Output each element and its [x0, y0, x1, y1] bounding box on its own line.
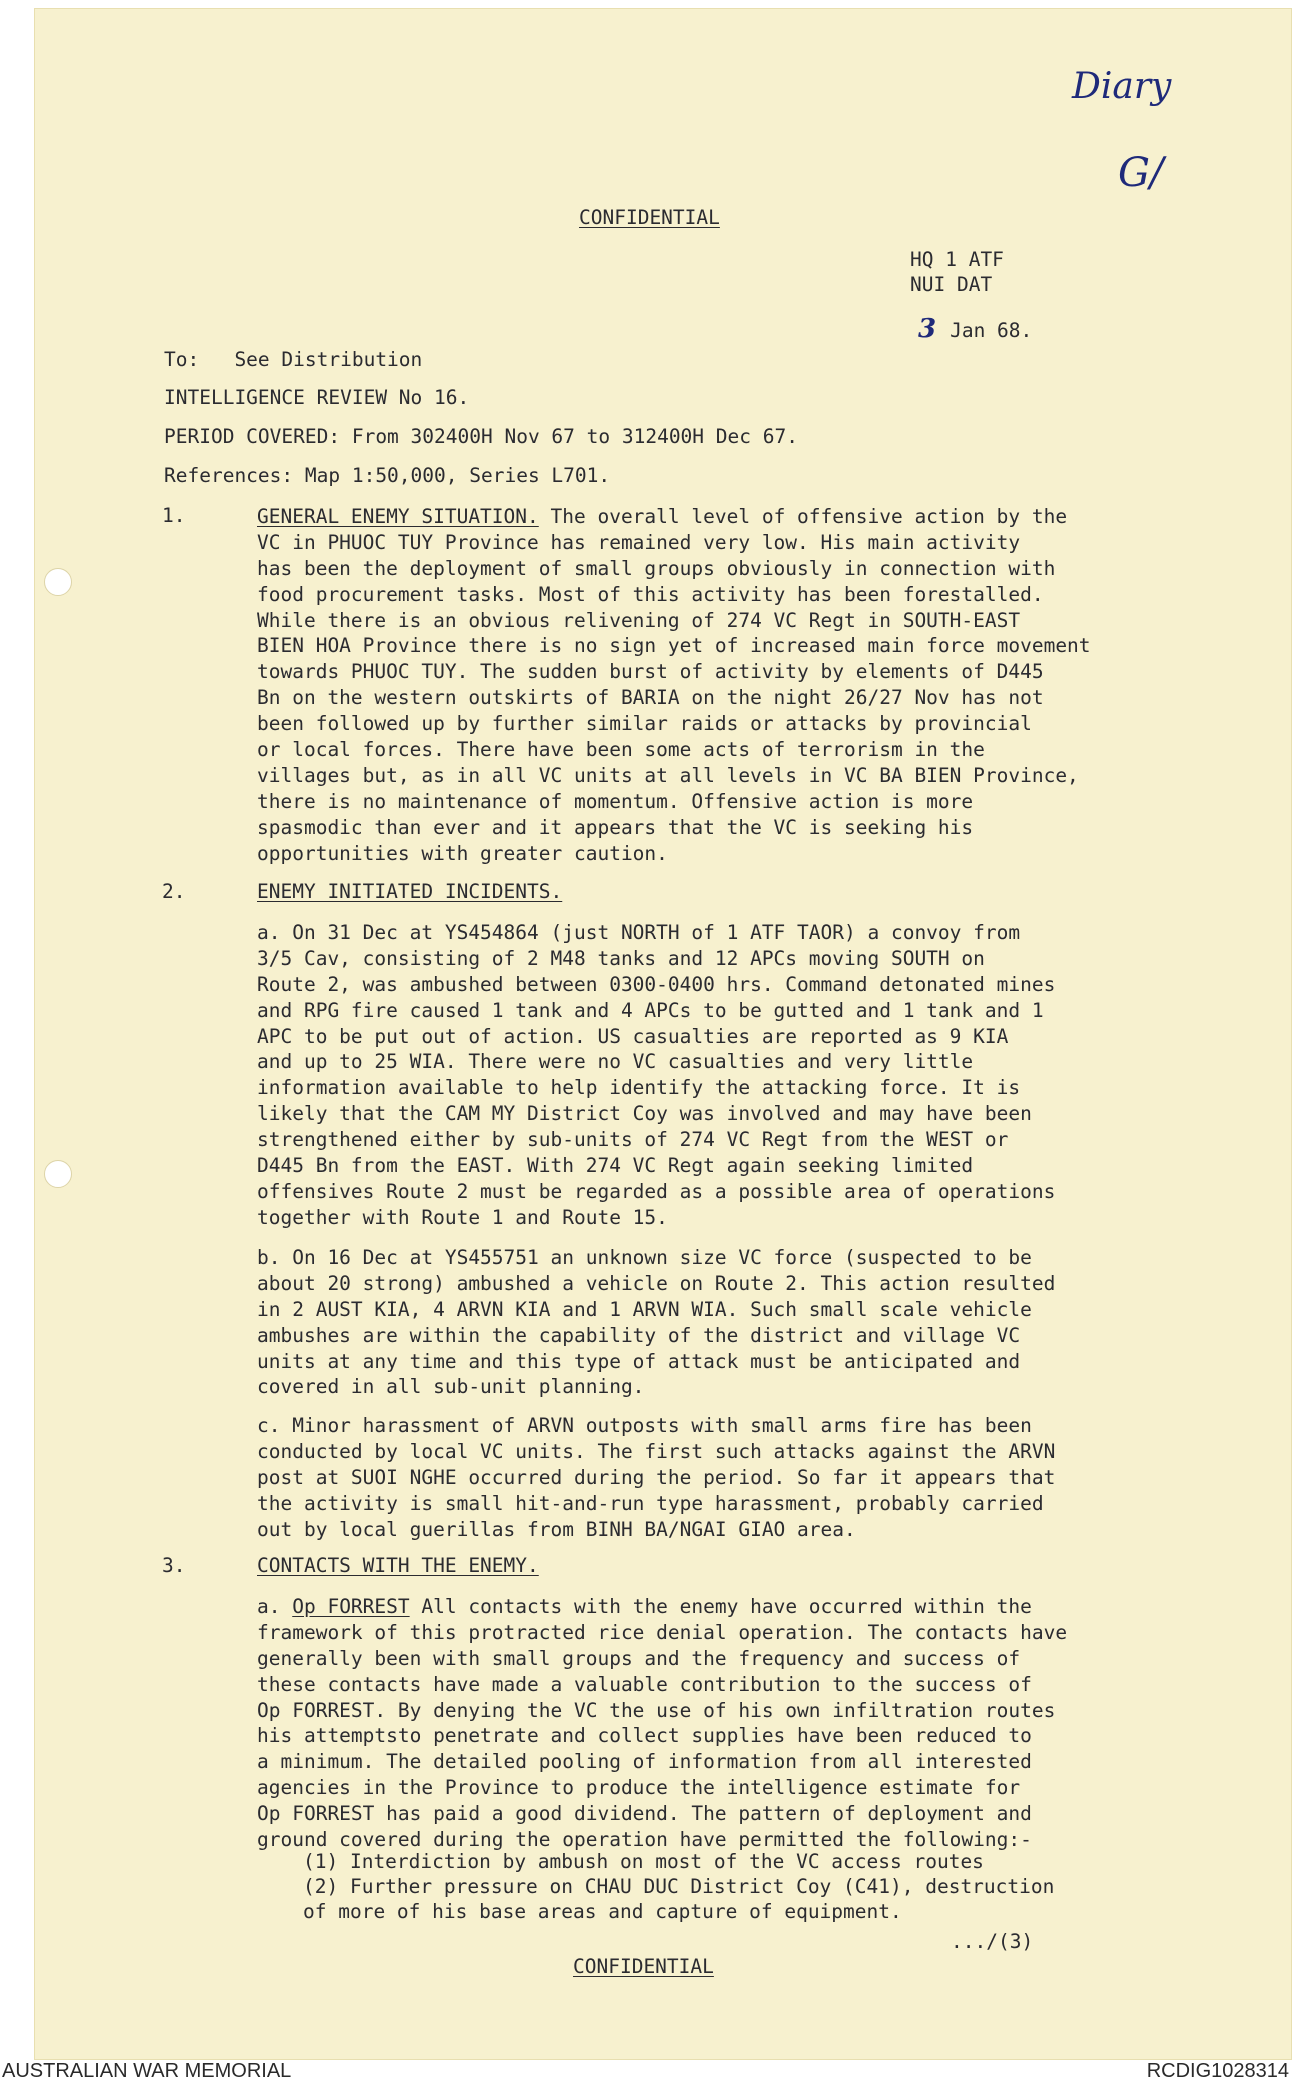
paragraph-line: his attemptsto penetrate and collect supplies have been reduced to [257, 1724, 1032, 1748]
paragraph-line: ambushes are within the capability of the district and village VC [257, 1323, 1021, 1347]
paragraph-line: strengthened either by sub-units of 274 VC Regt from the WEST or [257, 1128, 1009, 1152]
date-day-handwritten: 3 [918, 314, 937, 344]
page-continuation: .../(3) [951, 1930, 1034, 1953]
paragraph-line: Op FORREST has paid a good dividend. The pattern of deployment and [257, 1802, 1032, 1826]
paragraph-line: APC to be put out of action. US casualties are reported as 9 KIA [257, 1024, 1009, 1048]
archive-name: AUSTRALIAN WAR MEMORIAL [2, 2060, 292, 2082]
document-title: INTELLIGENCE REVIEW No 16. [164, 386, 470, 409]
paragraph-line: b. On 16 Dec at YS455751 an unknown size VC force (suspected to be [257, 1246, 1032, 1269]
paragraph-line: Op FORREST. By denying the VC the use of his own infiltration routes [257, 1698, 1056, 1722]
paragraph-line: generally been with small groups and the frequency and success of [257, 1646, 1021, 1670]
paragraph-line: and up to 25 WIA. There were no VC casualties and very little [257, 1050, 974, 1074]
paragraph-line: these contacts have made a valuable contribution to the success of [257, 1672, 1032, 1696]
header-unit: HQ 1 ATF [910, 248, 1004, 271]
section-heading: CONTACTS WITH THE ENEMY. [257, 1554, 539, 1577]
section-number: 3. [162, 1554, 186, 1577]
paragraph-line: a. On 31 Dec at YS454864 (just NORTH of 1 ATF TAOR) a convoy from [257, 921, 1021, 944]
paragraph-line: conducted by local VC units. The first such attacks against the ARVN [257, 1439, 1056, 1463]
paragraph-line: about 20 strong) ambushed a vehicle on Route 2. This action resulted [257, 1271, 1056, 1295]
date-month-year: Jan 68. [950, 319, 1033, 342]
section-number: 2. [162, 880, 186, 903]
header-location: NUI DAT [910, 273, 993, 296]
section-general-enemy-situation [257, 504, 1217, 866]
paragraph-line: a. Op FORREST All contacts with the enemy have occurred within the [257, 1595, 1032, 1618]
paragraph-line: D445 Bn from the EAST. With 274 VC Regt again seeking limited [257, 1154, 974, 1178]
references: References: Map 1:50,000, Series L701. [164, 464, 611, 487]
paragraph-line: the activity is small hit-and-run type harassment, probably carried [257, 1491, 1044, 1515]
paragraph-line: in 2 AUST KIA, 4 ARVN KIA and 1 ARVN WIA. Such small scale vehicle [257, 1297, 1032, 1321]
period-covered: PERIOD COVERED: From 302400H Nov 67 to 312400H Dec 67. [164, 425, 798, 448]
archive-footer [0, 2060, 1293, 2082]
handwritten-note-diary: Diary [1072, 66, 1172, 107]
section-heading: ENEMY INITIATED INCIDENTS. [257, 880, 563, 903]
to-line: To: See Distribution [164, 348, 423, 371]
handwritten-note-g1: G/ [1118, 150, 1164, 196]
operation-name: Op FORREST [292, 1595, 410, 1618]
paragraph-line: c. Minor harassment of ARVN outposts with small arms fire has been [257, 1414, 1032, 1437]
paragraph-line: offensives Route 2 must be regarded as a possible area of operations [257, 1179, 1056, 1203]
paragraph-line: post at SUOI NGHE occurred during the period. So far it appears that [257, 1465, 1056, 1489]
paragraph-line: Route 2, was ambushed between 0300-0400 hrs. Command detonated mines [257, 972, 1056, 996]
paragraph-line: has been the deployment of small groups obviously in connection with [257, 556, 1056, 580]
section-heading: GENERAL ENEMY SITUATION. [257, 505, 539, 528]
subparagraph-b [257, 1245, 1217, 1400]
paragraph-line: 3/5 Cav, consisting of 2 M48 tanks and 12 APCs moving SOUTH on [257, 946, 985, 970]
paragraph-line: or local forces. There have been some acts of terrorism in the [257, 738, 985, 762]
paragraph-line: GENERAL ENEMY SITUATION. The overall level of offensive action by the [257, 505, 1068, 528]
paragraph-line: out by local guerillas from BINH BA/NGAI GIAO area. [257, 1517, 856, 1541]
subparagraph-op-forrest [257, 1594, 1217, 1853]
paragraph-line: and RPG fire caused 1 tank and 4 APCs to be gutted and 1 tank and 1 [257, 998, 1044, 1022]
paragraph-line: there is no maintenance of momentum. Offensive action is more [257, 789, 974, 813]
paragraph-line: spasmodic than ever and it appears that the VC is seeking his [257, 815, 974, 839]
header-date [910, 296, 1032, 344]
subparagraph-a [257, 920, 1217, 1231]
paragraph-line: likely that the CAM MY District Coy was involved and may have been [257, 1102, 1032, 1126]
paragraph-line: food procurement tasks. Most of this activity has been forestalled. [257, 582, 1044, 606]
paragraph-line: opportunities with greater caution. [257, 841, 668, 865]
paragraph-line: villages but, as in all VC units at all levels in VC BA BIEN Province, [257, 763, 1079, 787]
list-item: (1) Interdiction by ambush on most of the VC access routes [303, 1850, 984, 1873]
paragraph-line: a minimum. The detailed pooling of information from all interested [257, 1750, 1032, 1774]
paragraph-line: framework of this protracted rice denial operation. The contacts have [257, 1620, 1068, 1644]
paragraph-line: BIEN HOA Province there is no sign yet of increased main force movement [257, 634, 1091, 658]
list-item-continuation: of more of his base areas and capture of equipment. [303, 1900, 902, 1923]
paragraph-line: agencies in the Province to produce the intelligence estimate for [257, 1776, 1021, 1800]
paragraph-line: towards PHUOC TUY. The sudden burst of activity by elements of D445 [257, 660, 1044, 684]
section-number: 1. [162, 504, 186, 527]
archive-reference: RCDIG1028314 [1146, 2060, 1289, 2082]
paragraph-line: While there is an obvious relivening of 274 VC Regt in SOUTH-EAST [257, 608, 1021, 632]
paragraph-line: together with Route 1 and Route 15. [257, 1205, 668, 1229]
punch-hole [44, 568, 72, 596]
list-item: (2) Further pressure on CHAU DUC District Coy (C41), destruction [303, 1875, 1055, 1898]
paragraph-line: VC in PHUOC TUY Province has remained very low. His main activity [257, 530, 1021, 554]
paragraph-line: ground covered during the operation have permitted the following:- [257, 1828, 1032, 1852]
paragraph-line: units at any time and this type of attack must be anticipated and [257, 1349, 1021, 1373]
paragraph-line: information available to help identify the attacking force. It is [257, 1076, 1021, 1100]
classification-top: CONFIDENTIAL [579, 206, 720, 229]
paragraph-line: Bn on the western outskirts of BARIA on the night 26/27 Nov has not [257, 686, 1044, 710]
paragraph-line: covered in all sub-unit planning. [257, 1375, 645, 1399]
punch-hole [44, 1160, 72, 1188]
paragraph-line: been followed up by further similar raids or attacks by provincial [257, 712, 1032, 736]
classification-bottom: CONFIDENTIAL [573, 1955, 714, 1978]
subparagraph-c [257, 1413, 1217, 1542]
